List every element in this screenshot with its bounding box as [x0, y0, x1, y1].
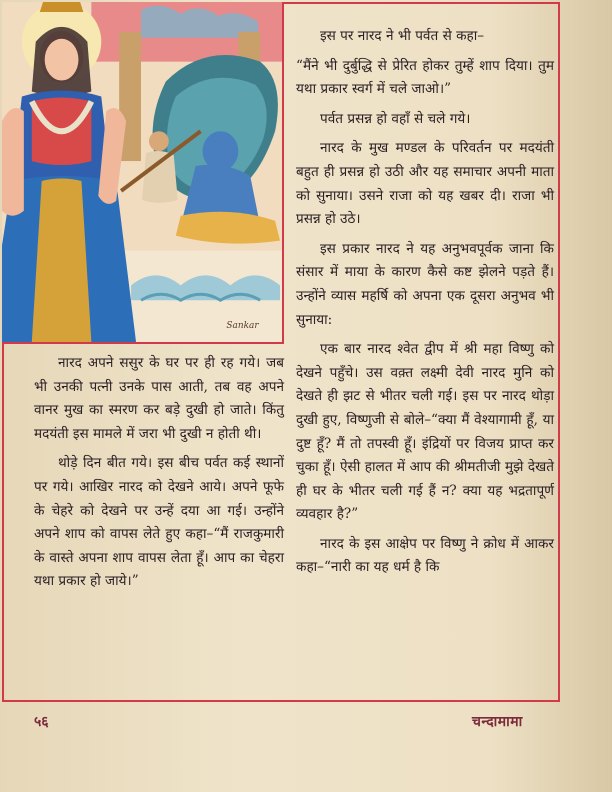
- page-number: ५६: [34, 714, 49, 730]
- paragraph: नारद के इस आक्षेप पर विष्णु ने क्रोध में आकर कहा–“नारी का यह धर्म है कि: [296, 535, 554, 576]
- paragraph: पर्वत प्रसन्न हो वहाँ से चले गये।: [320, 110, 471, 127]
- story-illustration: [2, 2, 284, 344]
- left-text-column: [34, 352, 284, 594]
- paragraph: नारद के मुख मण्डल के परिवर्तन पर मदयंती बहुत ही प्रसन्न हो उठी और यह समाचार अपनी माता को सुनाया। उसने राजा को यह खबर दी। राजा भी प्रसन्न हो उठे।: [296, 140, 554, 228]
- paragraph: “मैंने भी दुर्बुद्धि से प्रेरित होकर तुम्हें शाप दिया। तुम यथा प्रकार स्वर्ग में चले जाओ।”: [296, 57, 554, 98]
- artist-signature: Sankar: [226, 321, 259, 332]
- paragraph: थोड़े दिन बीत गये। इस बीच पर्वत कई स्थानों पर गये। आखिर नारद को देखने आये। अपने फूफे के चेहरे को देखने पर उन्हें दया आ गई। उन्होंने अपने शाप को वापस लेते हुए कहा–“मैं राजकुमारी के वास्ते अपना शाप वापस लेता हूँ। आप का चेहरा यथा प्रकार हो जाये।”: [34, 455, 284, 590]
- right-text-column: [296, 25, 554, 580]
- paragraph: इस प्रकार नारद ने यह अनुभवपूर्वक जाना कि संसार में माया के कारण कैसे कष्ट झेलने पड़ते हैं। उन्होंने व्यास महर्षि को अपना एक दूसरा अनुभव भी सुनाया:: [296, 240, 554, 328]
- illustration-artwork: [2, 2, 282, 342]
- paragraph: नारद अपने ससुर के घर पर ही रह गये। जब भी उनकी पत्नी उनके पास आती, तब वह अपने वानर मुख का स्मरण कर बड़े दुखी हो जाते। किंतु मदयंती इस मामले में जरा भी दुखी न होती थी।: [34, 355, 284, 442]
- magazine-name: चन्दामामा: [472, 714, 523, 730]
- paragraph: एक बार नारद श्वेत द्वीप में श्री महा विष्णु को देखने पहुँचे। उस वक़्त लक्ष्मी देवी नारद मुनि को देखते ही झट से भीतर चली गई। इस पर नारद थोड़ा दुखी हुए, विष्णुजी से बोले–“क्या मैं वेश्यागामी हूँ, या दुष्ट हूँ? मैं तो तपस्वी हूँ। इंद्रियों पर विजय प्राप्त कर चुका हूँ। ऐसी हालत में आप की श्रीमतीजी मुझे देखते ही घर के भीतर चली गई हैं न? क्या यह भद्रतापूर्ण व्यवहार है?”: [296, 341, 554, 523]
- paragraph: इस पर नारद ने भी पर्वत से कहा–: [320, 28, 485, 44]
